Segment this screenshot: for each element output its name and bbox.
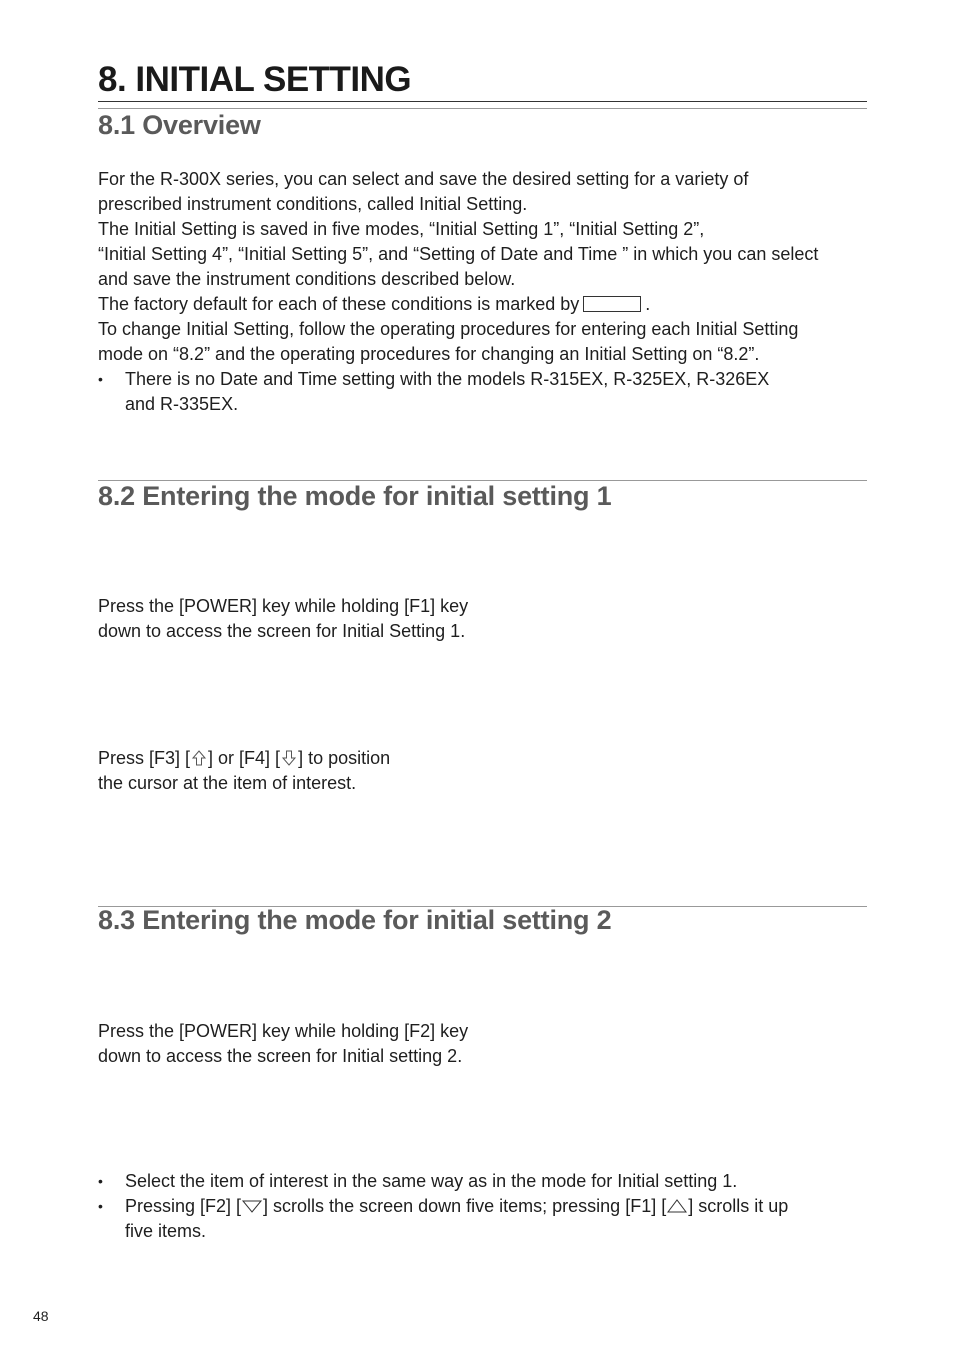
- bullet-dot: •: [98, 1198, 103, 1214]
- change-line-2: mode on “8.2” and the operating procedures for changing an Initial Setting on “8.2”.: [98, 344, 760, 364]
- s3-bullet-2: [98, 1194, 867, 1244]
- overview-line-2: prescribed instrument conditions, called Initial Setting.: [98, 194, 528, 214]
- overview-note-line-1: There is no Date and Time setting with the models R-315EX, R-325EX, R-326EX: [125, 369, 770, 389]
- section-title-initial-setting-2: 8.3 Entering the mode for initial setting 2: [98, 905, 612, 935]
- s2-step1-line-1: Press the [POWER] key while holding [F1] key: [98, 596, 469, 616]
- s2-step1-line-2: down to access the screen for Initial Setting 1.: [98, 621, 466, 641]
- overview-line-1: For the R-300X series, you can select and save the desired setting for a variety of: [98, 169, 749, 189]
- bullet-dot: •: [98, 371, 103, 387]
- factory-default-end: .: [645, 294, 651, 314]
- s3-bullet-1: [98, 1169, 867, 1194]
- overview-note-bullet: [98, 367, 867, 417]
- s2-step2-line-1: [98, 746, 390, 771]
- s2-step2-part2: ] or [F4] [: [208, 748, 281, 768]
- s2-step2-part3: ] to position: [298, 748, 391, 768]
- s3-bullet-2-part1: Pressing [F2] [: [125, 1196, 242, 1216]
- s2-step2-part1: Press [F3] [: [98, 748, 191, 768]
- factory-default-line: [98, 292, 650, 317]
- chapter-rule-top: [98, 101, 867, 102]
- s3-bullet-1-text: Select the item of interest in the same way as in the mode for Initial setting 1.: [125, 1171, 738, 1191]
- chapter-title: 8. INITIAL SETTING: [98, 60, 412, 99]
- s3-bullet-2-part3: ] scrolls it up: [688, 1196, 789, 1216]
- triangle-down-icon: [241, 1197, 263, 1215]
- factory-default-text: The factory default for each of these conditions is marked by: [98, 294, 580, 314]
- overview-line-4: “Initial Setting 4”, “Initial Setting 5”, and “Setting of Date and Time ” in which you can select: [98, 244, 819, 264]
- change-line-1: To change Initial Setting, follow the operating procedures for entering each Initial Setting: [98, 319, 799, 339]
- s3-step1-line-1: Press the [POWER] key while holding [F2] key: [98, 1021, 469, 1041]
- down-arrow-icon: [280, 749, 298, 767]
- chapter-rule-bottom: [98, 108, 867, 109]
- overview-line-3: The Initial Setting is saved in five modes, “Initial Setting 1”, “Initial Setting 2”,: [98, 219, 705, 239]
- triangle-up-icon: [666, 1197, 688, 1215]
- factory-default-marker-box: [583, 296, 641, 312]
- s3-bullet-2-part2: ] scrolls the screen down five items; pressing [F1] [: [263, 1196, 667, 1216]
- s2-step2-line-2: the cursor at the item of interest.: [98, 773, 357, 793]
- section-title-initial-setting-1: 8.2 Entering the mode for initial setting 1: [98, 481, 612, 511]
- section-title-overview: 8.1 Overview: [98, 110, 261, 140]
- s3-bullet-2-line-2: five items.: [125, 1221, 207, 1241]
- overview-line-5: and save the instrument conditions described below.: [98, 269, 516, 289]
- bullet-dot: •: [98, 1173, 103, 1189]
- page-number: 48: [33, 1308, 49, 1324]
- up-arrow-icon: [190, 749, 208, 767]
- s3-step1-line-2: down to access the screen for Initial setting 2.: [98, 1046, 463, 1066]
- overview-note-line-2: and R-335EX.: [125, 394, 239, 414]
